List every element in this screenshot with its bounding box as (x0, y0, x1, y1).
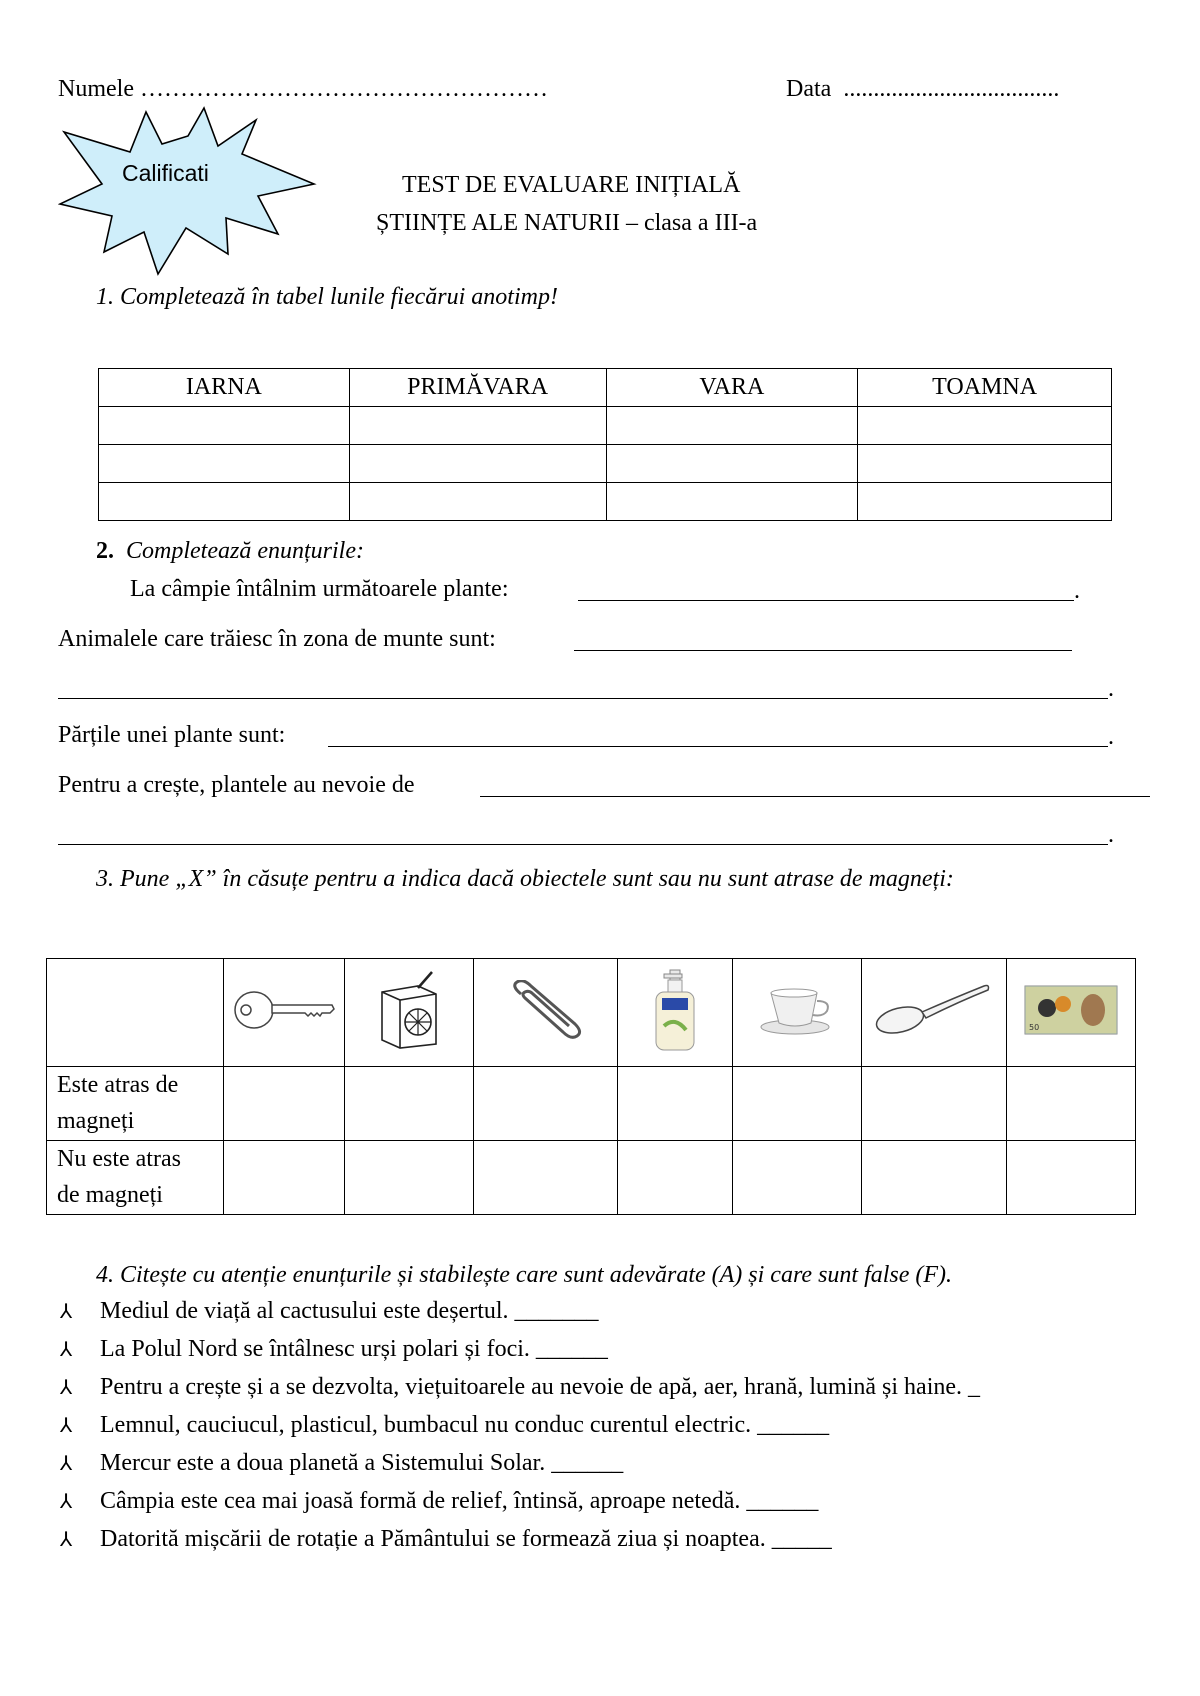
q4-text: 4. Citește cu atenție enunțurile și stabilește care sunt adevărate (A) și care sunt false (F). (96, 1262, 953, 1288)
bullet-icon: ⅄ (60, 1489, 73, 1513)
object-cell (618, 959, 733, 1067)
corner-cell (47, 959, 224, 1067)
cell[interactable] (858, 483, 1112, 521)
bullet-icon: ⅄ (60, 1299, 73, 1323)
title-line2: ȘTIINȚE ALE NATURII – clasa a III-a (376, 210, 758, 236)
answer-cell[interactable] (473, 1141, 618, 1215)
cell[interactable] (606, 445, 858, 483)
bullet-icon: ⅄ (60, 1337, 73, 1361)
bullet-icon: ⅄ (60, 1527, 73, 1551)
answer-line[interactable] (574, 650, 1072, 651)
end-dot: . (1108, 676, 1114, 702)
q2-heading: 2. Completează enunțurile: (96, 538, 364, 564)
answer-cell[interactable] (618, 1141, 733, 1215)
calificati-starburst-icon (58, 104, 322, 276)
banknote-icon (1021, 980, 1121, 1040)
q3-text: 3. Pune „X” în căsuțe pentru a indica dacă obiectele sunt sau nu sunt atrase de magneți: (96, 866, 954, 892)
cell[interactable] (349, 445, 606, 483)
name-label: Numele …………………………………………… (58, 76, 548, 102)
answer-cell[interactable] (733, 1067, 862, 1141)
list-item: ⅄ La Polul Nord se întâlnesc urși polari și foci. ______ (60, 1336, 608, 1362)
col-primavara: PRIMĂVARA (349, 369, 606, 407)
answer-cell[interactable] (733, 1141, 862, 1215)
answer-cell[interactable] (1007, 1067, 1136, 1141)
answer-cell[interactable] (473, 1067, 618, 1141)
bullet-icon: ⅄ (60, 1375, 73, 1399)
svg-text:50: 50 (1029, 1023, 1040, 1032)
row-label-not-attracted: Nu este atras de magneți (47, 1141, 224, 1215)
object-cell (733, 959, 862, 1067)
cell[interactable] (349, 483, 606, 521)
q2-s4: Pentru a crește, plantele au nevoie de (58, 772, 415, 798)
q2-s1: La câmpie întâlnim următoarele plante: (130, 576, 509, 602)
answer-cell[interactable] (862, 1067, 1007, 1141)
answer-cell[interactable] (223, 1141, 344, 1215)
object-cell (862, 959, 1007, 1067)
answer-cell[interactable] (1007, 1141, 1136, 1215)
answer-cell[interactable] (344, 1141, 473, 1215)
answer-cell[interactable] (344, 1067, 473, 1141)
end-dot: . (1074, 578, 1080, 604)
list-item: ⅄ Mediul de viață al cactusului este deșertul. _______ (60, 1298, 599, 1324)
soap-bottle-icon (650, 968, 700, 1052)
object-cell (223, 959, 344, 1067)
object-cell (1007, 959, 1136, 1067)
list-item: ⅄ Lemnul, cauciucul, plasticul, bumbacul nu conduc curentul electric. ______ (60, 1412, 830, 1438)
answer-line[interactable] (328, 746, 1108, 747)
answer-cell[interactable] (862, 1141, 1007, 1215)
paperclip-icon (505, 980, 585, 1040)
cell[interactable] (606, 407, 858, 445)
magnet-table (46, 958, 1136, 1215)
q1-text: 1. Completează în tabel lunile fiecărui anotimp! (96, 284, 558, 310)
cell[interactable] (349, 407, 606, 445)
answer-line[interactable] (578, 600, 1074, 601)
q2-s3: Părțile unei plante sunt: (58, 722, 286, 748)
q2-s2: Animalele care trăiesc în zona de munte sunt: (58, 626, 496, 652)
col-vara: VARA (606, 369, 858, 407)
end-dot: . (1108, 724, 1114, 750)
spoon-icon (874, 980, 994, 1040)
bullet-icon: ⅄ (60, 1451, 73, 1475)
object-cell (344, 959, 473, 1067)
cell[interactable] (99, 445, 350, 483)
cell[interactable] (99, 407, 350, 445)
title-line1: TEST DE EVALUARE INIȚIALĂ (402, 172, 741, 198)
badge-text: Calificati (122, 160, 209, 186)
date-dots[interactable]: .................................... (843, 76, 1060, 102)
bullet-icon: ⅄ (60, 1413, 73, 1437)
list-item: ⅄ Mercur este a doua planetă a Sistemului Solar. ______ (60, 1450, 624, 1476)
object-cell (473, 959, 618, 1067)
cell[interactable] (858, 445, 1112, 483)
juice-box-icon (374, 970, 444, 1050)
list-item: ⅄ Câmpia este cea mai joasă formă de relief, întinsă, aproape netedă. ______ (60, 1488, 819, 1514)
answer-line[interactable] (480, 796, 1150, 797)
answer-cell[interactable] (618, 1067, 733, 1141)
glass-cup-icon (757, 983, 837, 1037)
cell[interactable] (99, 483, 350, 521)
row-label-attracted: Este atras de magneți (47, 1067, 224, 1141)
key-icon (232, 985, 336, 1035)
col-iarna: IARNA (99, 369, 350, 407)
cell[interactable] (606, 483, 858, 521)
list-item: ⅄ Datorită mișcării de rotație a Pământului se formează ziua și noaptea. _____ (60, 1526, 832, 1552)
answer-cell[interactable] (223, 1067, 344, 1141)
cell[interactable] (858, 407, 1112, 445)
end-dot: . (1108, 822, 1114, 848)
name-dots[interactable]: …………………………………………… (139, 76, 548, 102)
answer-line[interactable] (58, 698, 1108, 699)
list-item: ⅄ Pentru a crește și a se dezvolta, viețuitoarele au nevoie de apă, aer, hrană, lumină și haine. _ (60, 1374, 981, 1400)
answer-line[interactable] (58, 844, 1108, 845)
seasons-table (98, 368, 1112, 521)
date-label: Data .................................... (786, 76, 1060, 102)
col-toamna: TOAMNA (858, 369, 1112, 407)
